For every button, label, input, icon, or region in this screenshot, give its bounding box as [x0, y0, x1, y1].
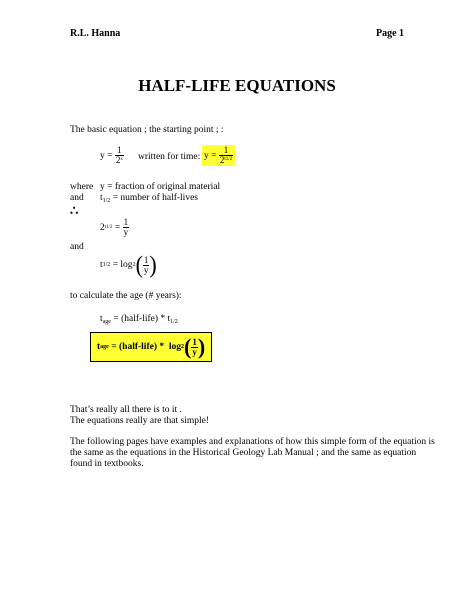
eq5-rest: = (half-life) * t — [110, 314, 171, 324]
page-title: HALF-LIFE EQUATIONS — [138, 76, 336, 95]
definition-t-half — [100, 193, 198, 207]
age-equation — [100, 314, 178, 328]
where-word: where — [70, 182, 94, 192]
time-equation-highlight — [202, 145, 235, 166]
eq4-log-base: 2 — [132, 262, 136, 268]
definition-y: y = fraction of original material — [100, 182, 221, 192]
log-equation — [100, 250, 157, 279]
eq1-y: y — [100, 150, 105, 161]
and-label: and — [70, 242, 84, 252]
def-t-text: = number of half-lives — [110, 193, 198, 203]
eq3-equals: = — [114, 222, 121, 233]
eq1-fraction — [115, 146, 124, 165]
eq4-sub: 1/2 — [102, 262, 111, 268]
eq6-sub: age — [100, 344, 109, 350]
def-t-var: t — [100, 193, 103, 203]
eq4-right-paren: ) — [149, 250, 157, 279]
eq6-rest: = (half-life) * log — [108, 342, 182, 352]
exponential-equation — [100, 218, 129, 237]
age-intro-text: to calculate the age (# years): — [70, 291, 182, 301]
intro-text: The basic equation ; the starting point ; : — [70, 125, 224, 135]
eq2-den-base: 2 — [219, 155, 225, 165]
eq4-numerator: 1 — [143, 254, 149, 265]
written-for-time-label: written for time: — [138, 152, 201, 162]
eq3-numerator: 1 — [123, 217, 129, 227]
eq1-denominator — [115, 155, 124, 165]
eq2-denominator — [219, 155, 233, 165]
eq4-var: t — [100, 260, 103, 270]
and-word: and — [70, 193, 84, 203]
eq6-numerator: 1 — [192, 336, 197, 347]
closing-paragraph-line-1: The following pages have examples and explanations of how this simple form of the equation is — [70, 437, 435, 447]
eq4-denominator: y — [143, 264, 149, 275]
closing-line-1: That’s really all there is to it . — [70, 405, 182, 415]
basic-equation — [100, 146, 124, 165]
final-age-equation-box — [90, 332, 212, 362]
eq6-var: t — [97, 342, 101, 352]
eq4-left-paren: ( — [135, 250, 143, 279]
eq1-numerator: 1 — [117, 145, 122, 155]
eq2-den-exp: t1/2 — [224, 157, 233, 162]
eq4-log: = log — [112, 260, 133, 270]
eq6-left-paren: ( — [184, 334, 192, 359]
eq1-den-base: 2 — [115, 155, 121, 165]
eq5-sub2: 1/2 — [170, 319, 178, 325]
eq3-base: 2 — [100, 222, 105, 233]
therefore-symbol: ∴ — [70, 203, 79, 218]
eq1-den-exp: x — [120, 157, 123, 162]
eq2-fraction — [219, 146, 233, 165]
eq6-denominator: y — [192, 346, 197, 357]
closing-line-2: The equations really are that simple! — [70, 416, 210, 426]
author-header: R.L. Hanna — [70, 28, 121, 39]
eq3-denominator: y — [123, 227, 129, 237]
page-number: Page 1 — [376, 28, 405, 39]
eq6-log-base: 2 — [181, 344, 185, 350]
eq3-fraction — [123, 218, 130, 237]
eq6-right-paren: ) — [197, 334, 206, 359]
eq2-y: y — [204, 150, 209, 161]
eq5-sub: age — [102, 319, 111, 325]
closing-paragraph-line-3: found in textbooks. — [70, 459, 144, 469]
eq3-exp: t1/2 — [104, 225, 113, 230]
closing-paragraph-line-2: the same as the equations in the Historical Geology Lab Manual ; and the same as equation — [70, 448, 417, 458]
eq5-var: t — [100, 314, 103, 324]
def-t-sub: 1/2 — [102, 198, 111, 204]
eq2-equals: = — [211, 150, 217, 161]
eq2-numerator: 1 — [223, 145, 229, 155]
eq1-equals: = — [107, 150, 113, 161]
